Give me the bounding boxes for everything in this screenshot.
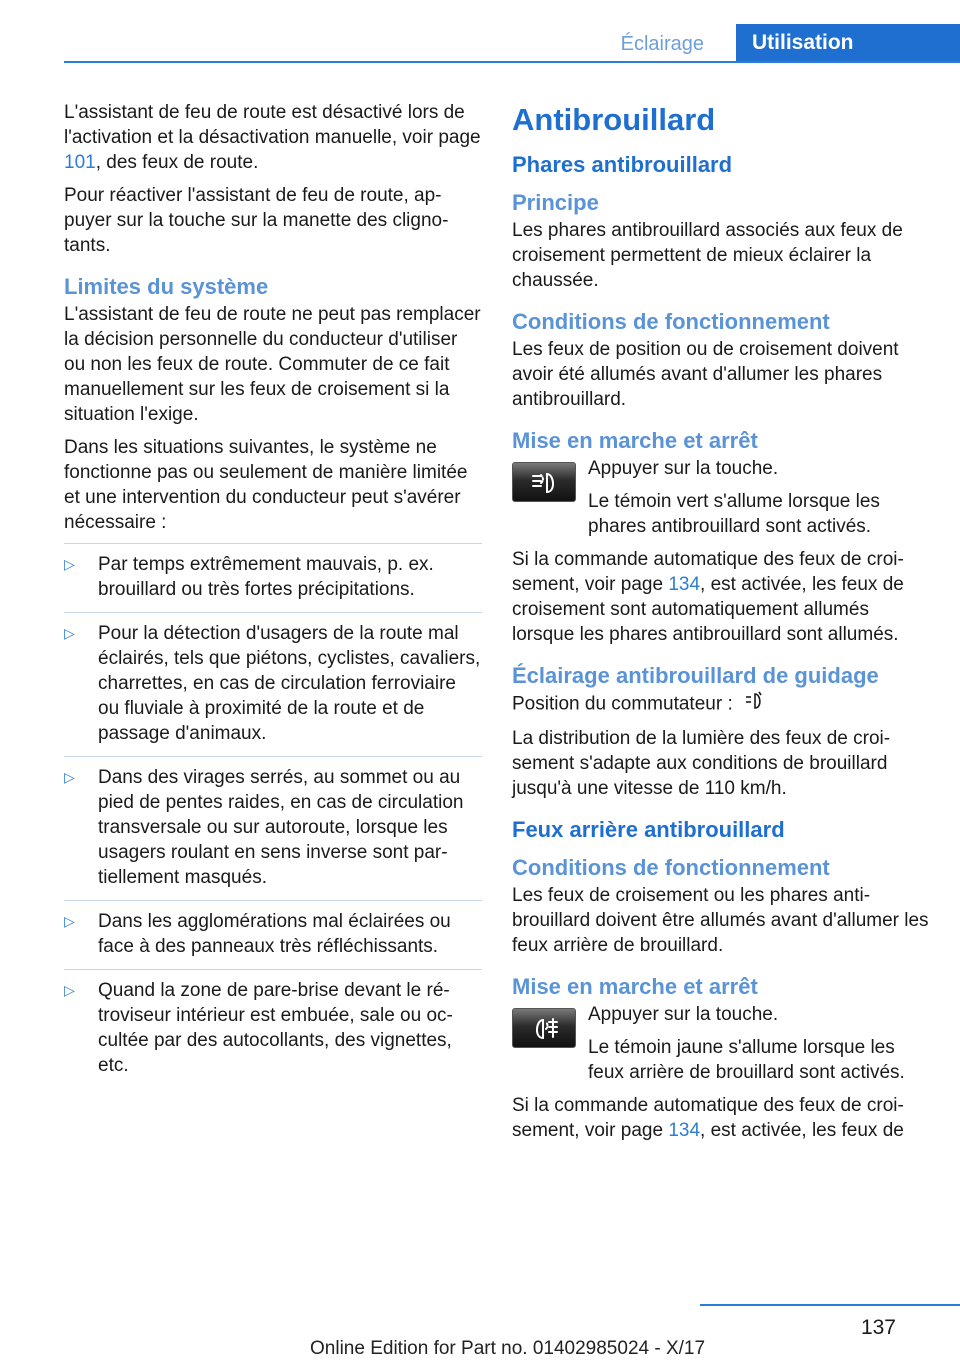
paragraph-principle: Les phares antibrouillard associés aux feux de croisement permettent de mieux éclairer la chaussée. bbox=[512, 220, 903, 291]
front-fog-button-row bbox=[512, 456, 930, 539]
header-rule bbox=[64, 61, 960, 63]
heading-rear-fog-lights: Feux arrière antibrouillard bbox=[512, 817, 785, 842]
triangle-bullet-icon: ▷ bbox=[64, 769, 75, 785]
paragraph-conditions-rear: Les feux de croisement ou les phares antibrouillard doivent être allumés avant d'allumer les feux arrière de brouillard. bbox=[512, 885, 929, 956]
paragraph-guidance: La distribution de la lumière des feux de croisement s'adapte aux conditions de brouillard jusqu'à une vitesse de 110 km/h. bbox=[512, 728, 891, 799]
page-link-101[interactable]: 101 bbox=[64, 152, 96, 173]
rear-fog-button-row bbox=[512, 1002, 930, 1085]
paragraph-situations: Dans les situations suivantes, le système ne fonctionne pas ou seulement de manière limitée et une intervention du conducteur peut s'avérer nécessaire : bbox=[64, 437, 468, 533]
paragraph-limits: L'assistant de feu de route ne peut pas remplacer la décision personnelle du conducteur d'utiliser ou non les feux de route. Commuter de ce fait manuellement sur les feux de croisement si la situation l'exige. bbox=[64, 304, 481, 425]
heading-guidance-lighting: Éclairage antibrouillard de guidage bbox=[512, 663, 879, 688]
heading-principle: Principe bbox=[512, 190, 599, 215]
press-button-instruction-front: Appuyer sur la touche. bbox=[588, 458, 779, 479]
triangle-bullet-icon: ▷ bbox=[64, 982, 75, 998]
heading-on-off-rear: Mise en marche et arrêt bbox=[512, 974, 758, 999]
triangle-bullet-icon: ▷ bbox=[64, 556, 75, 572]
left-column bbox=[64, 100, 482, 1088]
footer-rule bbox=[700, 1304, 960, 1306]
list-item: ▷ Par temps extrêmement mauvais, p. ex. brouillard ou très fortes précipitations. bbox=[64, 543, 482, 612]
page-number: 137 bbox=[860, 1316, 896, 1339]
rear-fog-light-button-icon bbox=[512, 1008, 576, 1048]
page-link-134[interactable]: 134 bbox=[668, 574, 701, 595]
heading-conditions-rear: Conditions de fonctionnement bbox=[512, 855, 830, 880]
triangle-bullet-icon: ▷ bbox=[64, 913, 75, 929]
heading-system-limits: Limites du système bbox=[64, 274, 269, 299]
header-chapter-tab: Utilisation bbox=[736, 24, 960, 62]
triangle-bullet-icon: ▷ bbox=[64, 625, 75, 641]
paragraph-deactivation: L'assistant de feu de route est désactivé lors de l'activation et la désactivation manuelle, voir page 101, des feux de route. bbox=[64, 102, 481, 173]
paragraph-switch-position: Position du commutateur : bbox=[512, 691, 930, 718]
list-item: ▷ Quand la zone de pare-brise devant le rétroviseur intérieur est embuée, sale ou occultée par des autocollants, des vignettes, etc. bbox=[64, 969, 482, 1088]
front-fog-light-button-icon bbox=[512, 462, 576, 502]
footer-edition: Online Edition for Part no. 01402985024 - X/17 bbox=[310, 1338, 706, 1359]
list-item: ▷ Dans des virages serrés, au sommet ou au pied de pentes raides, en cas de circulation transversale ou sur autoroute, lorsque les usagers roulant en sens inverse sont partiellement masqués. bbox=[64, 756, 482, 900]
light-switch-icon bbox=[744, 691, 766, 718]
heading-front-fog-lights: Phares antibrouillard bbox=[512, 152, 733, 177]
heading-conditions-front: Conditions de fonctionnement bbox=[512, 309, 830, 334]
paragraph-auto-low-beam-front: Si la commande automatique des feux de croisement, voir page 134, est activée, les feux de croisement sont automatiquement allumés lorsque les phares antibrouillard sont allumés. bbox=[512, 549, 904, 645]
paragraph-green-indicator: Le témoin vert s'allume lorsque les phares antibrouillard sont activés. bbox=[588, 491, 880, 537]
heading-on-off-front: Mise en marche et arrêt bbox=[512, 428, 758, 453]
page-link-134-rear[interactable]: 134 bbox=[668, 1120, 701, 1141]
header-section-title: Éclairage bbox=[620, 33, 704, 55]
paragraph-reactivation: Pour réactiver l'assistant de feu de route, appuyer sur la touche sur la manette des clignotants. bbox=[64, 185, 449, 256]
limits-list bbox=[64, 543, 482, 1088]
heading-fog-lights: Antibrouillard bbox=[512, 102, 716, 137]
list-item: ▷ Dans les agglomérations mal éclairées ou face à des panneaux très réfléchissants. bbox=[64, 900, 482, 969]
paragraph-yellow-indicator: Le témoin jaune s'allume lorsque les feux arrière de brouillard sont activés. bbox=[588, 1037, 905, 1083]
right-column bbox=[512, 100, 930, 1151]
paragraph-conditions-front: Les feux de position ou de croisement doivent avoir été allumés avant d'allumer les phares antibrouillard. bbox=[512, 339, 899, 410]
paragraph-auto-low-beam-rear: Si la commande automatique des feux de croisement, voir page 134, est activée, les feux de bbox=[512, 1095, 904, 1141]
list-item: ▷ Pour la détection d'usagers de la route mal éclairés, tels que piétons, cyclistes, cavaliers, charrettes, en cas de circulation ferroviaire ou fluviale à proximité de la route et de passage d'animaux. bbox=[64, 612, 482, 756]
press-button-instruction-rear: Appuyer sur la touche. bbox=[588, 1004, 779, 1025]
